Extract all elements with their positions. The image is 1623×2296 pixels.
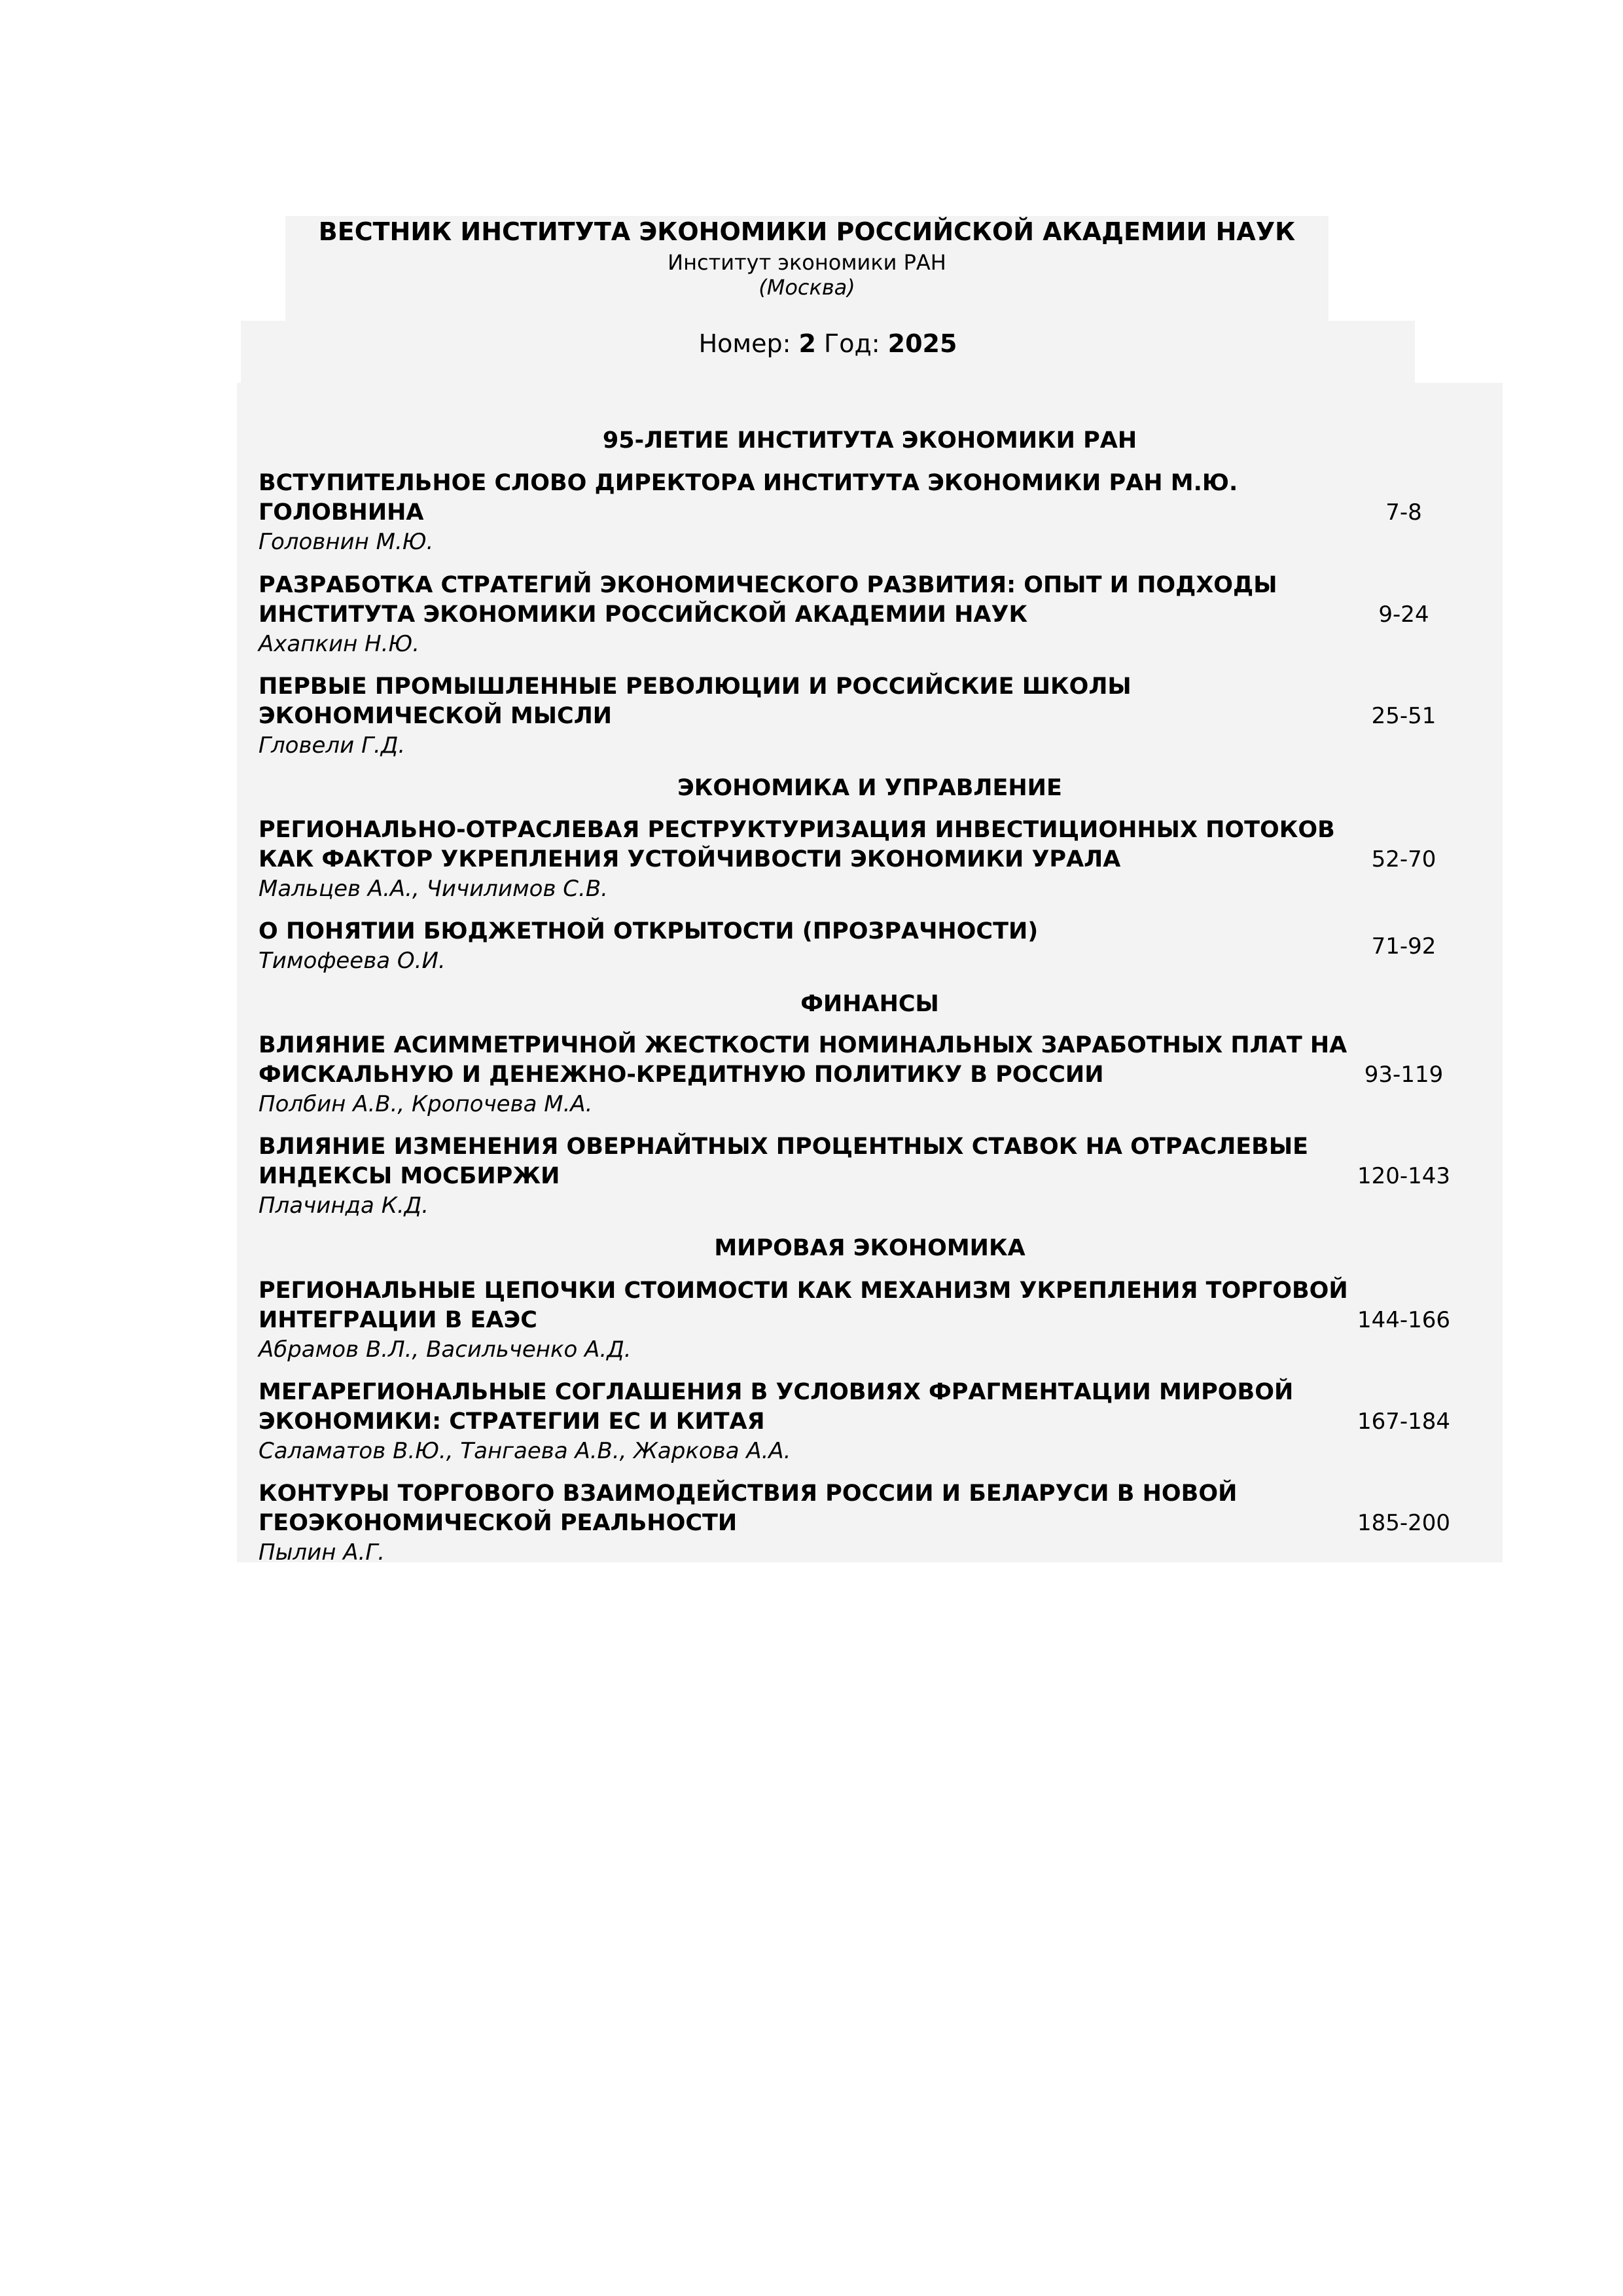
article-entry[interactable] [259,672,1319,761]
article-pages: 185-200 [1357,1510,1451,1536]
article-entry[interactable] [259,917,1319,976]
article-authors: Пылин А.Г. [259,1539,385,1566]
article-title-line[interactable]: О ПОНЯТИИ БЮДЖЕТНОЙ ОТКРЫТОСТИ (ПРОЗРАЧНОСТИ) [259,918,1039,944]
article-pages: 52-70 [1371,846,1436,872]
article-title-line[interactable]: РАЗРАБОТКА СТРАТЕГИЙ ЭКОНОМИЧЕСКОГО РАЗВИТИЯ: ОПЫТ И ПОДХОДЫ [259,572,1277,598]
article-title-line[interactable]: ПЕРВЫЕ ПРОМЫШЛЕННЫЕ РЕВОЛЮЦИИ И РОССИЙСКИЕ ШКОЛЫ [259,673,1132,700]
article-pages: 9-24 [1378,601,1429,628]
article-title-line[interactable]: МЕГАРЕГИОНАЛЬНЫЕ СОГЛАШЕНИЯ В УСЛОВИЯХ ФРАГМЕНТАЦИИ МИРОВОЙ [259,1379,1294,1405]
year-label: Год: [824,329,880,358]
issue-label: Номер: [698,329,791,358]
article-entry[interactable] [259,816,1335,904]
article-authors: Гловели Г.Д. [259,732,406,759]
article-title-line[interactable]: ГОЛОВНИНА [259,499,424,526]
publisher: Институт экономики РАН [668,250,946,275]
article-pages: 120-143 [1357,1163,1451,1189]
article-authors: Саламатов В.Ю., Тангаева А.В., Жаркова А.А. [259,1438,791,1464]
article-entry[interactable] [259,1479,1319,1568]
section-title: ЭКОНОМИКА И УПРАВЛЕНИЕ [677,775,1062,801]
city: (Москва) [758,275,855,300]
article-title-line[interactable]: ГЕОЭКОНОМИЧЕСКОЙ РЕАЛЬНОСТИ [259,1510,738,1536]
article-entry[interactable] [259,1276,1348,1365]
article-authors: Полбин А.В., Кропочева М.А. [259,1091,593,1117]
journal-title: ВЕСТНИК ИНСТИТУТА ЭКОНОМИКИ РОССИЙСКОЙ АКАДЕМИИ НАУК [318,217,1296,246]
article-authors: Ахапкин Н.Ю. [259,631,420,657]
article-entry[interactable] [259,1031,1347,1119]
article-entry[interactable] [259,1132,1319,1221]
article-title-line[interactable]: РЕГИОНАЛЬНЫЕ ЦЕПОЧКИ СТОИМОСТИ КАК МЕХАНИЗМ УКРЕПЛЕНИЯ ТОРГОВОЙ [259,1278,1348,1304]
article-pages: 93-119 [1364,1062,1444,1088]
section-title: ФИНАНСЫ [800,991,939,1017]
article-title-line[interactable]: ФИСКАЛЬНУЮ И ДЕНЕЖНО-КРЕДИТНУЮ ПОЛИТИКУ В РОССИИ [259,1062,1104,1088]
year: 2025 [887,329,957,358]
article-entry[interactable] [259,469,1319,557]
section-title: МИРОВАЯ ЭКОНОМИКА [714,1235,1026,1261]
article-title-line[interactable]: КОНТУРЫ ТОРГОВОГО ВЗАИМОДЕЙСТВИЯ РОССИИ И БЕЛАРУСИ В НОВОЙ [259,1480,1238,1507]
article-entry[interactable] [259,1378,1319,1466]
article-title-line[interactable]: ИНДЕКСЫ МОСБИРЖИ [259,1163,560,1189]
issue-info [241,327,1415,360]
article-title-line[interactable]: ЭКОНОМИЧЕСКОЙ МЫСЛИ [259,703,613,729]
article-pages: 144-166 [1357,1307,1451,1333]
article-title-line[interactable]: ВСТУПИТЕЛЬНОЕ СЛОВО ДИРЕКТОРА ИНСТИТУТА ЭКОНОМИКИ РАН М.Ю. [259,470,1238,496]
article-pages: 167-184 [1357,1408,1451,1435]
article-title-line[interactable]: ВЛИЯНИЕ ИЗМЕНЕНИЯ ОВЕРНАЙТНЫХ ПРОЦЕНТНЫХ СТАВОК НА ОТРАСЛЕВЫЕ [259,1134,1309,1160]
article-title-line[interactable]: ИНСТИТУТА ЭКОНОМИКИ РОССИЙСКОЙ АКАДЕМИИ НАУК [259,601,1028,628]
article-title-line[interactable]: ВЛИЯНИЕ АСИММЕТРИЧНОЙ ЖЕСТКОСТИ НОМИНАЛЬНЫХ ЗАРАБОТНЫХ ПЛАТ НА [259,1032,1347,1058]
article-title-line[interactable]: КАК ФАКТОР УКРЕПЛЕНИЯ УСТОЙЧИВОСТИ ЭКОНОМИКИ УРАЛА [259,846,1121,872]
article-title-line[interactable]: РЕГИОНАЛЬНО-ОТРАСЛЕВАЯ РЕСТРУКТУРИЗАЦИЯ ИНВЕСТИЦИОННЫХ ПОТОКОВ [259,817,1335,843]
article-authors: Тимофеева О.И. [259,948,446,974]
article-authors: Головнин М.Ю. [259,529,434,555]
article-authors: Мальцев А.А., Чичилимов С.В. [259,876,608,902]
issue-number: 2 [798,329,816,358]
article-authors: Абрамов В.Л., Васильченко А.Д. [259,1336,632,1363]
article-entry[interactable] [259,571,1319,659]
article-pages: 25-51 [1371,703,1436,729]
article-authors: Плачинда К.Д. [259,1193,429,1219]
article-title-line[interactable]: ИНТЕГРАЦИИ В ЕАЭС [259,1307,537,1333]
article-pages: 71-92 [1371,933,1436,960]
article-title-line[interactable]: ЭКОНОМИКИ: СТРАТЕГИИ ЕС И КИТАЯ [259,1408,765,1435]
article-pages: 7-8 [1385,499,1422,526]
section-title: 95-ЛЕТИЕ ИНСТИТУТА ЭКОНОМИКИ РАН [602,427,1137,454]
